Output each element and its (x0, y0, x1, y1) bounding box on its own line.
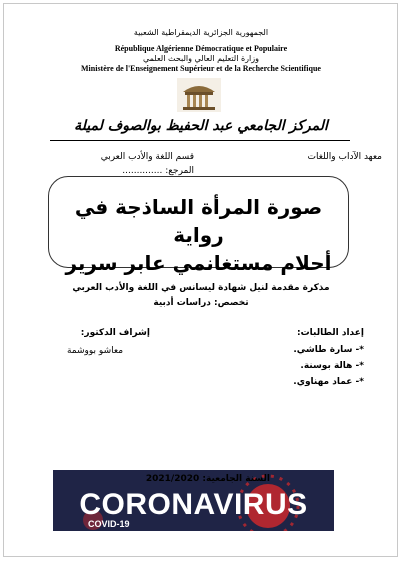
supervisor-heading: إشراف الدكتور: (80, 328, 150, 338)
academic-year-label: السنة الجامعية: (202, 474, 270, 484)
ministry-arabic: وزارة التعليم العالي والبحث العلمي (143, 54, 259, 63)
thesis-title-line2: أحلام مستغانمي عابر سرير (65, 251, 332, 275)
student-name: *- عماد مهناوي. (293, 377, 364, 387)
institute-label: معهد الآداب واللغات (307, 152, 382, 162)
republic-french: République Algérienne Démocratique et Populaire (114, 44, 288, 53)
title-box (48, 176, 349, 275)
divider (50, 140, 350, 141)
university-name: المركز الجامعي عبد الحفيظ بوالصوف لميلة (74, 118, 328, 134)
banner-sub-text: COVID-19 (88, 519, 130, 529)
students-heading: إعداد الطالبات: (297, 328, 364, 338)
academic-year-value: 2021/2020 (145, 474, 200, 484)
student-name: *- سارة طاشي. (293, 345, 364, 355)
thesis-title-line1: صورة المرأة الساذجة في رواية (74, 195, 323, 247)
department-label: قسم اللغة والأدب العربي (100, 152, 194, 162)
memo-description: مذكرة مقدمة لنيل شهادة ليسانس في اللغة والأدب العربي (72, 283, 330, 293)
ministry-french: Ministère de l'Enseignement Supérieur et de la Recherche Scientifique (81, 64, 321, 73)
reference-label: المرجع: .............. (122, 166, 194, 176)
supervisor-name: معاشو بووشمة (66, 346, 124, 356)
specialty-label: تخصص: دراسات أدبية (153, 298, 249, 308)
republic-arabic: الجمهورية الجزائرية الديمقراطية الشعبية (133, 28, 269, 37)
banner-main-text: CORONAVIRUS (79, 488, 308, 521)
academic-year (140, 474, 270, 484)
student-name: *- هالة بوسنة. (300, 361, 364, 371)
university-logo (177, 78, 221, 112)
